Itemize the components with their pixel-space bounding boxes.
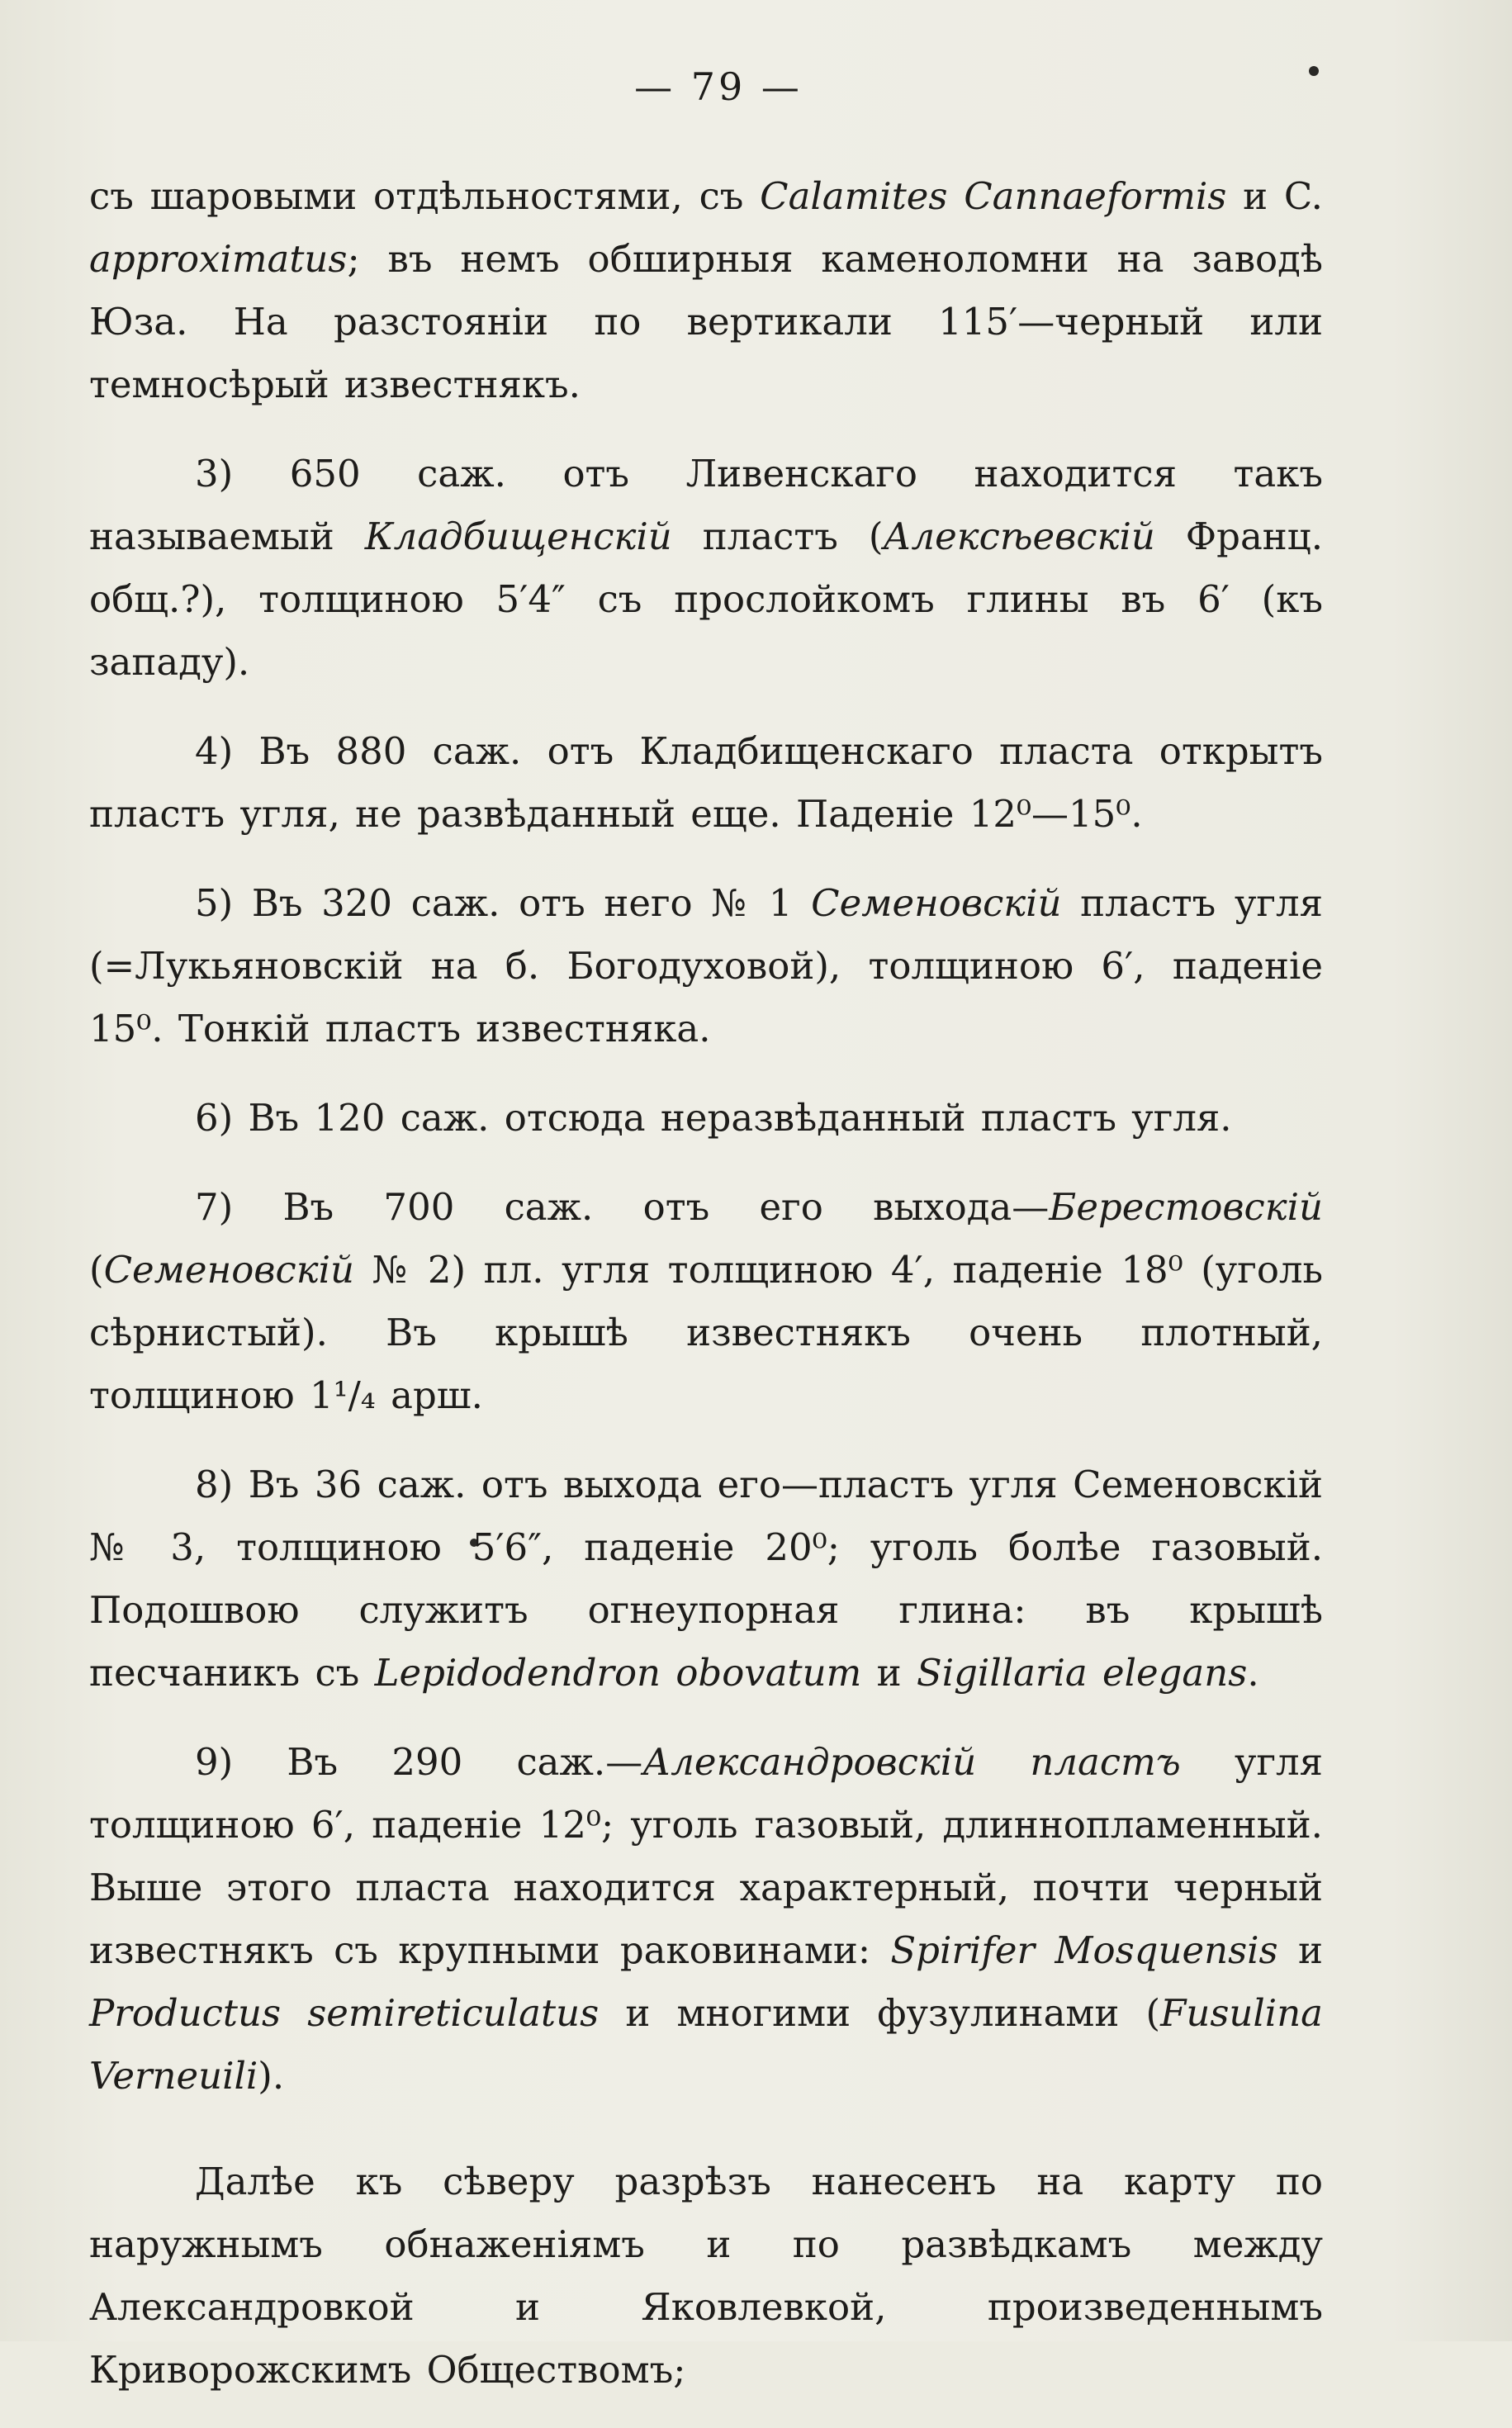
text-run: . bbox=[1247, 1651, 1259, 1695]
paragraph-closing bbox=[89, 2151, 1323, 2402]
text-run: Франц. общ.?), толщиною 5′4″ съ прослойкомъ глины въ 6′ (къ западу). bbox=[89, 515, 1324, 684]
text-run: 9) Въ 290 саж.— bbox=[195, 1740, 643, 1784]
text-run: ( bbox=[89, 1248, 104, 1292]
text-run: 7) Въ 700 саж. отъ его выхода— bbox=[195, 1185, 1050, 1229]
text-run: и многими фузулинами ( bbox=[599, 1991, 1161, 2035]
paragraph-item-7 bbox=[89, 1176, 1323, 1427]
italic-run: Lepidodendron obovatum bbox=[374, 1651, 862, 1695]
body-text bbox=[89, 165, 1323, 2428]
paragraph-item-6 bbox=[89, 1087, 1323, 1150]
text-run: ). bbox=[258, 2054, 285, 2098]
text-run: 8) Въ 36 саж. отъ выхода его—пластъ угля Семеновскій № 3, толщиною 5′6″, паденіе 20⁰; уголь болѣе газовый. Подошвою служитъ огнеупорная глина: въ крышѣ песчаникъ съ bbox=[89, 1463, 1323, 1695]
italic-run: Алексѣевскій bbox=[883, 515, 1155, 558]
text-run: и C. bbox=[1226, 174, 1323, 218]
text-run: пластъ ( bbox=[671, 515, 884, 558]
text-run: Далѣе къ сѣверу разрѣзъ нанесенъ на карту по наружнымъ обнаженіямъ и по развѣдкамъ между Александровкой и Яковлевкой, произведеннымъ Криворожскимъ Обществомъ; bbox=[89, 2160, 1323, 2392]
text-run: съ шаровыми отдѣльностями, съ bbox=[89, 174, 761, 218]
italic-run: Семеновскій bbox=[103, 1248, 354, 1292]
text-run: и bbox=[1277, 1928, 1323, 1972]
italic-run: Берестовскій bbox=[1049, 1185, 1323, 1229]
text-run: ; въ немъ обширныя каменоломни на заводѣ Юза. На разстояніи по вертикали 115′—черный или темносѣрый известнякъ. bbox=[89, 237, 1323, 406]
italic-run: Кладбищенскій bbox=[364, 515, 672, 558]
italic-run: Семеновскій bbox=[811, 881, 1062, 925]
italic-run: Александровскій пластъ bbox=[642, 1740, 1181, 1784]
text-run: 4) Въ 880 саж. отъ Кладбищенскаго пласта открытъ пластъ угля, не развѣданный еще. Паденіе 12⁰—15⁰. bbox=[89, 729, 1323, 836]
italic-run: Productus semireticulatus bbox=[89, 1991, 600, 2035]
italic-run: approximatus bbox=[89, 237, 348, 281]
text-run: пластъ угля (=Лукьяновскій на б. Богодуховой), толщиною 6′, паденіе 15⁰. Тонкій пластъ известняка. bbox=[89, 881, 1323, 1050]
paragraph-item-4 bbox=[89, 720, 1323, 846]
ink-speck bbox=[1309, 66, 1319, 76]
paragraph-item-5 bbox=[89, 872, 1323, 1060]
paragraph-item-3 bbox=[89, 443, 1323, 694]
page-number: — 79 — bbox=[634, 64, 803, 109]
text-run: 3) 650 саж. отъ Ливенскаго находится такъ называемый bbox=[89, 452, 1323, 558]
italic-run: Sigillaria elegans bbox=[916, 1651, 1248, 1695]
paragraph-item-8 bbox=[89, 1453, 1323, 1705]
text-run: и bbox=[861, 1651, 917, 1695]
text-run: 5) Въ 320 саж. отъ него № 1 bbox=[195, 881, 812, 925]
paragraph-item-9 bbox=[89, 1731, 1323, 2108]
italic-run: Spirifer Mosquensis bbox=[890, 1928, 1278, 1972]
text-run: угля толщиною 6′, паденіе 12⁰; уголь газовый, длиннопламенный. Выше этого пласта находится характерный, почти черный известнякъ съ крупными раковинами: bbox=[89, 1740, 1323, 1972]
text-run: 6) Въ 120 саж. отсюда неразвѣданный пластъ угля. bbox=[195, 1096, 1232, 1140]
text-run: № 2) пл. угля толщиною 4′, паденіе 18⁰ (уголь сѣрнистый). Въ крышѣ известнякъ очень плотный, толщиною 1¹/₄ арш. bbox=[89, 1248, 1323, 1417]
paragraph-continued bbox=[89, 165, 1323, 416]
italic-run: Fusulina Verneuili bbox=[89, 1991, 1323, 2098]
italic-run: Calamites Cannaeformis bbox=[760, 174, 1227, 218]
